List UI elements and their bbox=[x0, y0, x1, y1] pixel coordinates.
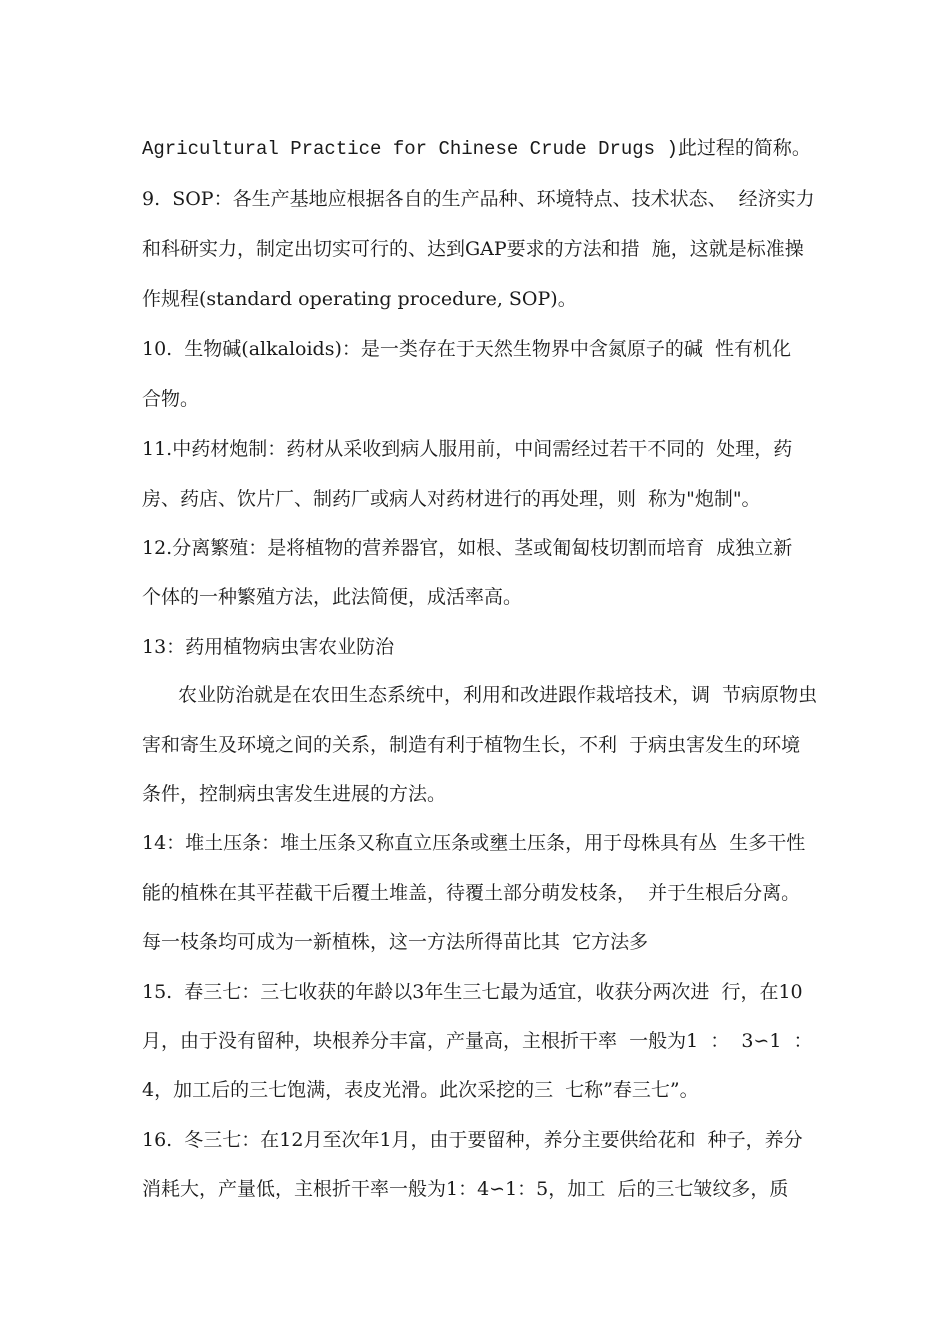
text-line: 房、药店、饮片厂、制药厂或病人对药材进行的再处理，则 称为"炮制"。 bbox=[142, 488, 761, 510]
text-line: 能的植株在其平茬截干后覆土堆盖，待覆土部分萌发枝条， 并于生根后分离。 bbox=[142, 882, 801, 904]
text-line: 害和寄生及环境之间的关系，制造有利于植物生长，不利 于病虫害发生的环境 bbox=[142, 734, 801, 756]
text-line: 12.分离繁殖：是将植物的营养器官，如根、茎或匍匐枝切割而培育 成独立新 bbox=[142, 537, 793, 559]
text-line: 个体的一种繁殖方法，此法简便，成活率高。 bbox=[142, 586, 523, 608]
text-line: 14：堆土压条：堆土压条又称直立压条或壅土压条，用于母株具有丛 生多干性 bbox=[142, 832, 806, 854]
text-line: 条件，控制病虫害发生进展的方法。 bbox=[142, 783, 447, 805]
text-line: Agricultural Practice for Chinese Crude Drugs )此过程的简称。 bbox=[142, 138, 811, 160]
text-line: 9. SOP：各生产基地应根据各自的生产品种、环境特点、技术状态、 经济实力 bbox=[142, 188, 815, 210]
text-line: 每一枝条均可成为一新植株，这一方法所得苗比其 它方法多 bbox=[142, 931, 649, 953]
text-line: 4，加工后的三七饱满，表皮光滑。此次采挖的三 七称”春三七”。 bbox=[142, 1079, 699, 1101]
text-line: 消耗大，产量低，主根折干率一般为1：4∽1：5，加工 后的三七皱纹多，质 bbox=[142, 1178, 789, 1200]
text-line: 和科研实力，制定出切实可行的、达到GAP要求的方法和措 施，这就是标准操 bbox=[142, 238, 804, 260]
text-line: 农业防治就是在农田生态系统中，利用和改进跟作栽培技术，调 节病原物虫 bbox=[178, 684, 818, 706]
text-line: 合物。 bbox=[142, 388, 200, 410]
text-line: 15. 春三七：三七收获的年龄以3年生三七最为适宜，收获分两次进 行，在10 bbox=[142, 981, 803, 1003]
text-line: 11.中药材炮制：药材从采收到病人服用前，中间需经过若干不同的 处理，药 bbox=[142, 438, 793, 460]
text-line: 作规程(standard operating procedure, SOP)。 bbox=[142, 288, 577, 310]
text-line: 10. 生物碱(alkaloids)：是一类存在于天然生物界中含氮原子的碱 性有机化 bbox=[142, 338, 791, 360]
text-line: 16. 冬三七：在12月至次年1月，由于要留种，养分主要供给花和 种子，养分 bbox=[142, 1129, 803, 1151]
text-line: 13：药用植物病虫害农业防治 bbox=[142, 636, 395, 658]
text-line: 月，由于没有留种，块根养分丰富，产量高，主根折干率 一般为1 ： 3∽1 ： bbox=[142, 1030, 813, 1052]
